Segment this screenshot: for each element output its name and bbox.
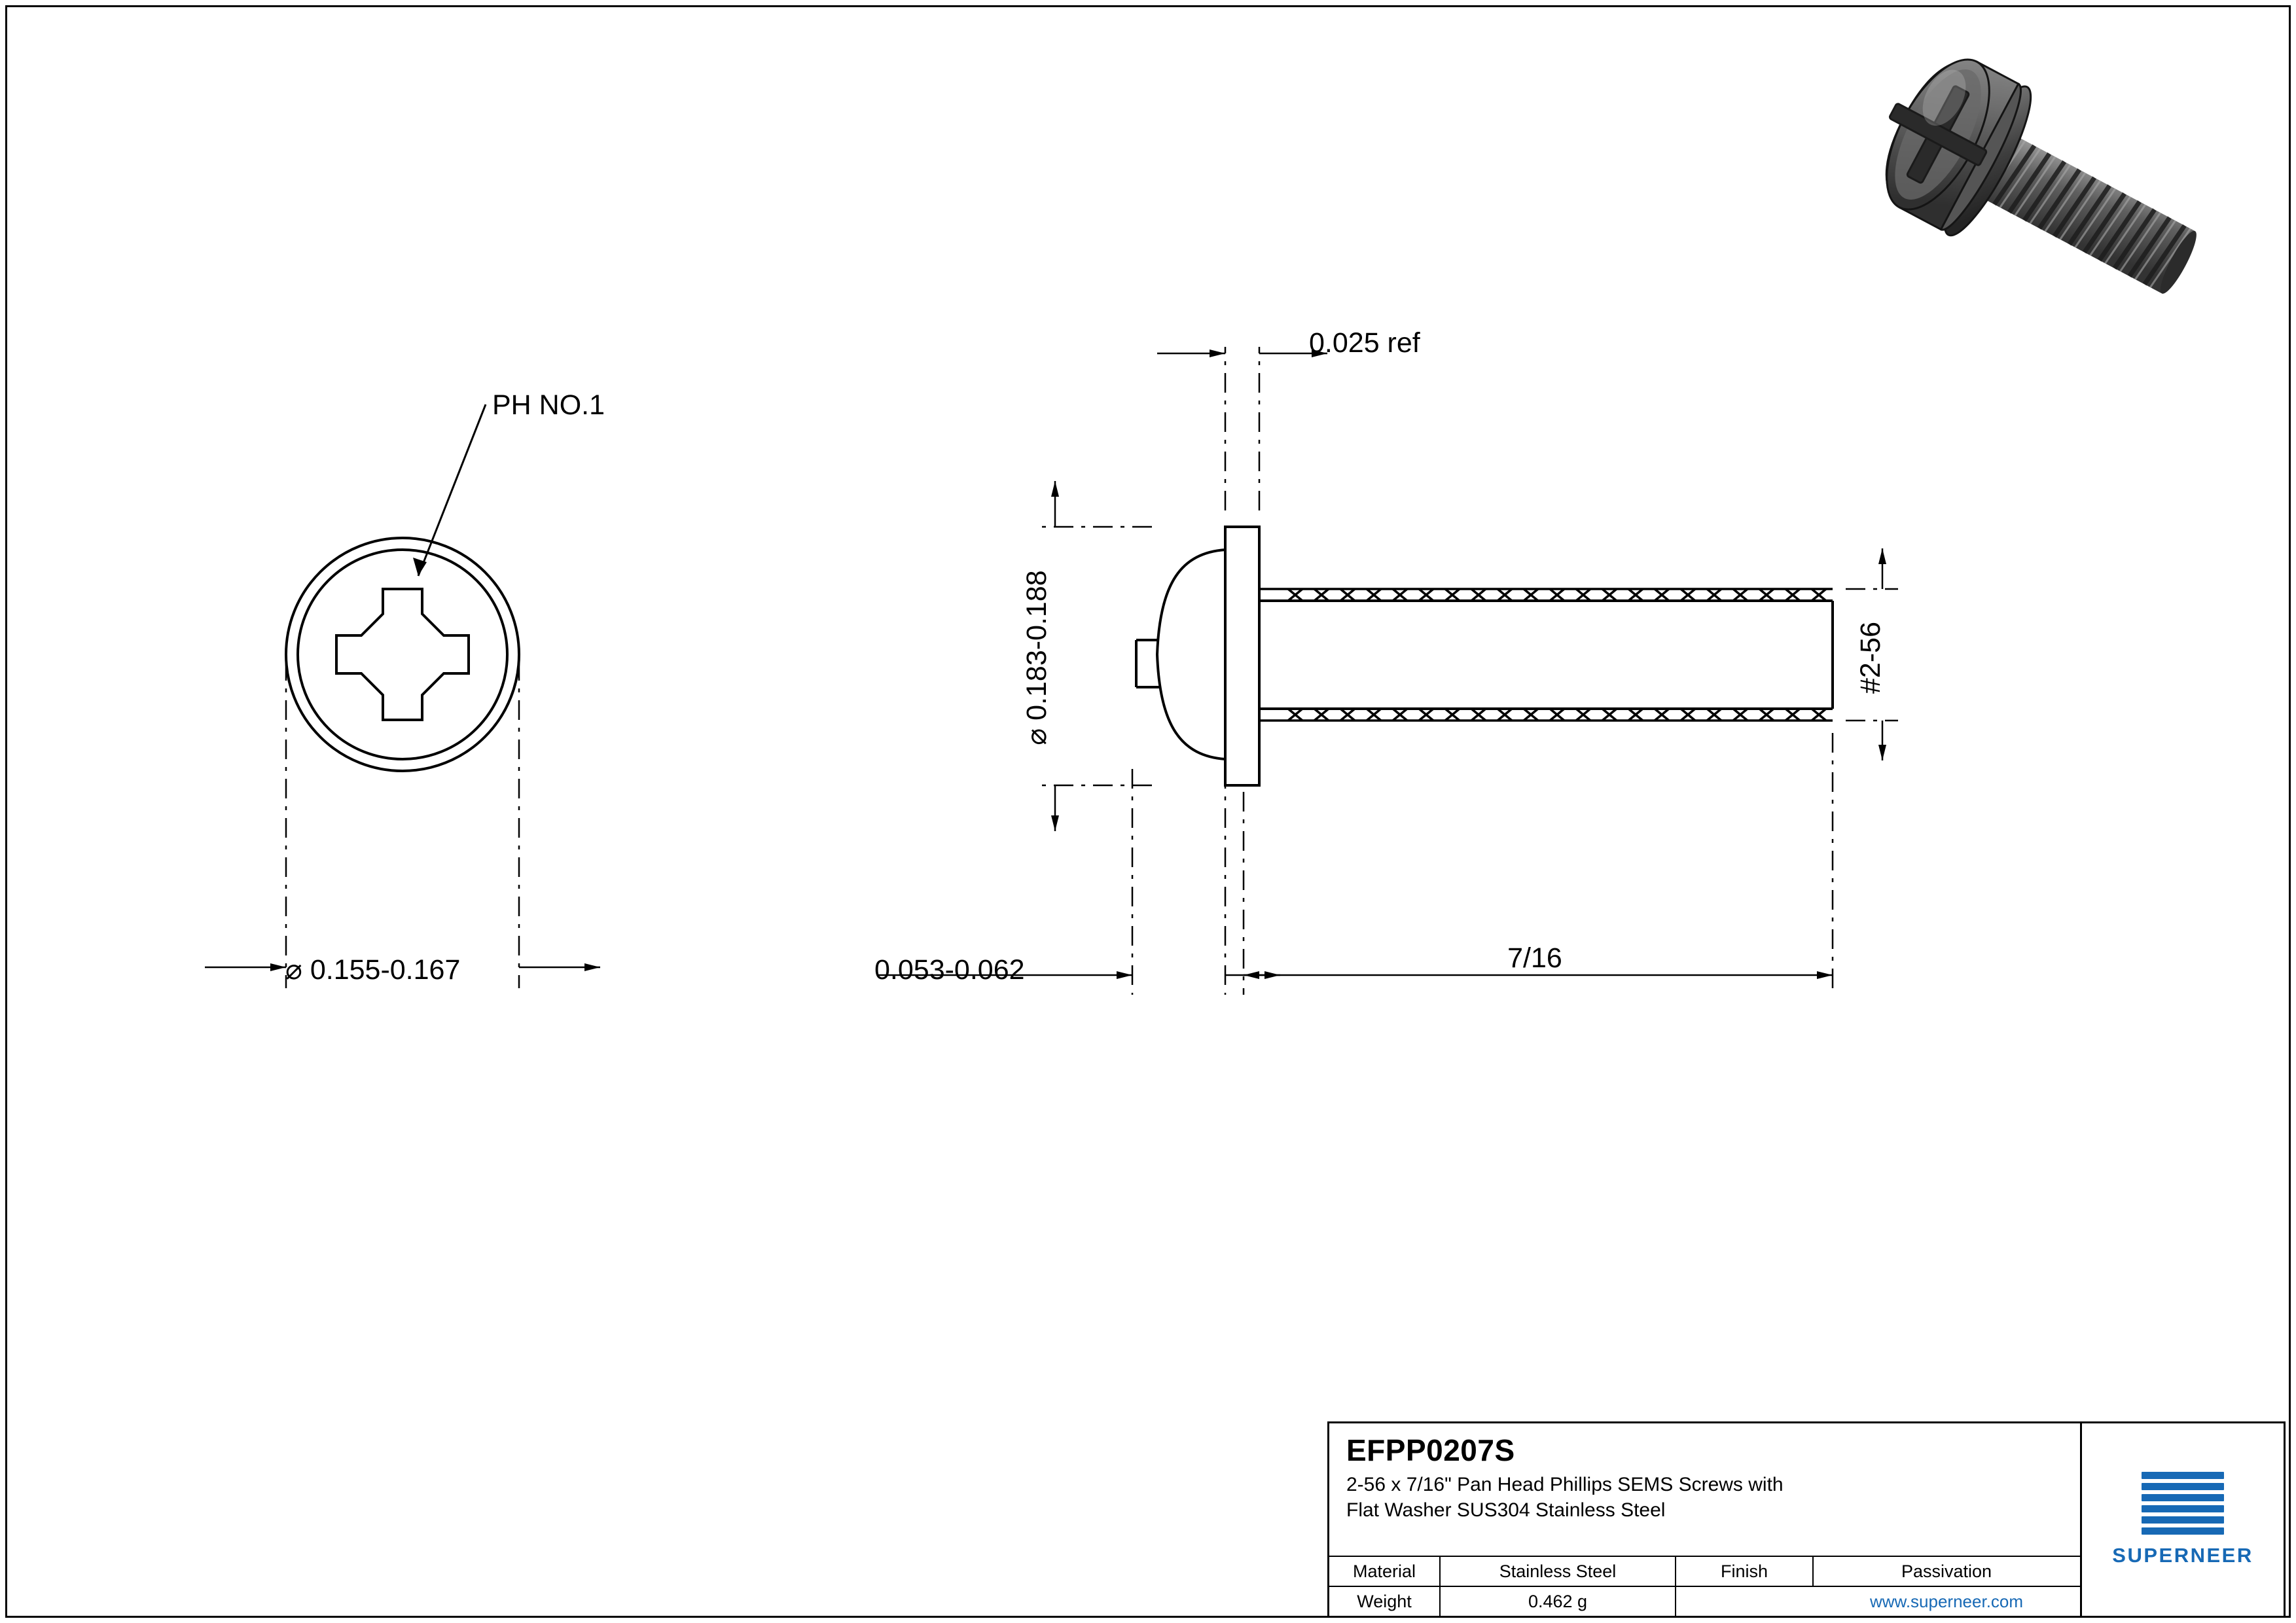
brand-name: SUPERNEER [2112, 1544, 2253, 1567]
title-block [1327, 1421, 2286, 1618]
title-block-info [1329, 1423, 2082, 1616]
spec-table [1329, 1556, 2080, 1616]
finish-value: Passivation [1901, 1561, 1992, 1581]
table-row [1329, 1586, 2080, 1616]
part-description [1329, 1469, 2080, 1527]
brand-logo [2082, 1423, 2284, 1616]
part-code: EFPP0207S [1346, 1433, 1515, 1467]
head-height-text: 0.053-0.062 [874, 954, 1025, 986]
washer-thickness-text: 0.025 ref [1309, 327, 1420, 359]
website-cell [1814, 1587, 2079, 1616]
head-diameter-text: ⌀ 0.183-0.188 [1021, 570, 1052, 745]
material-label: Material [1329, 1557, 1441, 1586]
table-row [1329, 1557, 2080, 1586]
weight-label: Weight [1329, 1587, 1441, 1616]
part-description-line1: 2-56 x 7/16" Pan Head Phillips SEMS Screws with [1346, 1474, 1784, 1495]
material-value: Stainless Steel [1441, 1557, 1676, 1586]
spacer-cell [1676, 1587, 1814, 1616]
weight-value: 0.462 g [1441, 1587, 1676, 1616]
finish-label: Finish [1676, 1557, 1814, 1586]
screw-length-text: 7/16 [1507, 942, 1562, 974]
front-head-diameter-text: ⌀ 0.155-0.167 [285, 954, 461, 986]
logo-mark-icon [2142, 1472, 2224, 1535]
part-description-line2: Flat Washer SUS304 Stainless Steel [1346, 1499, 1666, 1521]
thread-size-text: #2-56 [1855, 622, 1886, 694]
screw-3d-render [1826, 26, 2258, 353]
website-link[interactable]: www.superneer.com [1869, 1591, 2024, 1611]
ph-callout-text: PH NO.1 [492, 389, 605, 421]
